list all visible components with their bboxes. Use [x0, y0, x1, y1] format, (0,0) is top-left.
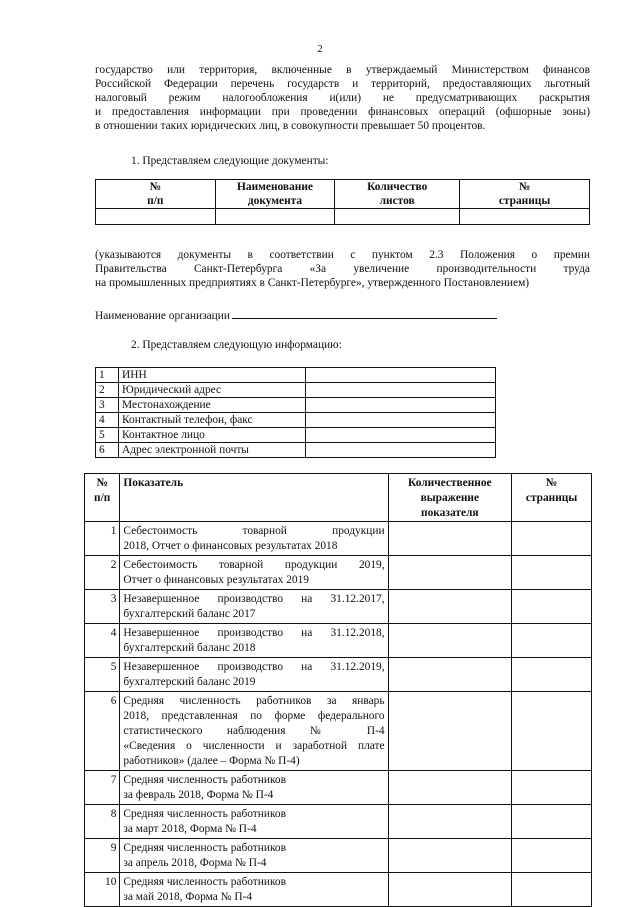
- indicator-quantity[interactable]: [388, 771, 511, 805]
- indicator-quantity[interactable]: [388, 624, 511, 658]
- indicator-page[interactable]: [512, 658, 592, 692]
- indicators-header-indicator: Показатель: [120, 474, 388, 522]
- indicator-page[interactable]: [512, 522, 592, 556]
- indicator-quantity[interactable]: [388, 658, 511, 692]
- indicator-label: Средняя численность работников за март 2018, Форма № П-4: [120, 805, 388, 839]
- info-label: Юридический адрес: [119, 383, 306, 398]
- indicator-page[interactable]: [512, 692, 592, 771]
- indicator-quantity[interactable]: [388, 839, 511, 873]
- note-line: Правительства Санкт-Петербурга «За увеличение производительности труда: [95, 263, 590, 275]
- table-row: [96, 209, 590, 225]
- table-row: [85, 692, 592, 771]
- organization-field: [95, 306, 505, 323]
- indicator-label: Средняя численность работников за январь 2018, представленная по форме федерального статистического наблюдения № П-4 «Сведения о численности и заработной плате работников» (далее – Форма № П-4): [120, 692, 388, 771]
- table-row: [85, 839, 592, 873]
- info-table: [95, 367, 496, 458]
- docs-header-num: № п/п: [96, 180, 216, 209]
- info-label: Контактное лицо: [119, 428, 306, 443]
- table-row: [85, 771, 592, 805]
- info-num: 2: [96, 383, 119, 398]
- table-row: [85, 556, 592, 590]
- table-row: [96, 443, 496, 458]
- docs-cell[interactable]: [96, 209, 216, 225]
- indicator-num: 2: [85, 556, 120, 590]
- table-row: [85, 873, 592, 907]
- indicator-num: 6: [85, 692, 120, 771]
- info-num: 5: [96, 428, 119, 443]
- section2-title: 2. Представляем следующую информацию:: [131, 339, 342, 351]
- indicator-num: 10: [85, 873, 120, 907]
- documents-table: [95, 179, 590, 225]
- indicator-quantity[interactable]: [388, 873, 511, 907]
- docs-cell[interactable]: [215, 209, 335, 225]
- section1-title: 1. Представляем следующие документы:: [131, 155, 329, 167]
- table-row: [96, 398, 496, 413]
- indicator-quantity[interactable]: [388, 692, 511, 771]
- indicator-label: Незавершенное производство на 31.12.2017, бухгалтерский баланс 2017: [120, 590, 388, 624]
- indicator-page[interactable]: [512, 873, 592, 907]
- indicator-num: 3: [85, 590, 120, 624]
- indicator-num: 5: [85, 658, 120, 692]
- intro-line: налоговый режим налогообложения и(или) не предусматривающих раскрытия: [95, 92, 590, 104]
- docs-header-sheets: Количество листов: [335, 180, 460, 209]
- indicator-label: Средняя численность работников за апрель 2018, Форма № П-4: [120, 839, 388, 873]
- info-label: Адрес электронной почты: [119, 443, 306, 458]
- intro-line: и предоставления информации при проведении финансовых операций (офшорные зоны): [95, 106, 590, 118]
- note-line: на промышленных предприятиях в Санкт-Петербурге», утвержденного Постановлением): [95, 277, 530, 289]
- info-value[interactable]: [306, 413, 496, 428]
- table-row: [85, 624, 592, 658]
- indicators-header-quantity: Количественное выражение показателя: [388, 474, 511, 522]
- intro-line: Российской Федерации перечень государств и территорий, предоставляющих льготный: [95, 78, 590, 90]
- indicator-label: Незавершенное производство на 31.12.2018, бухгалтерский баланс 2018: [120, 624, 388, 658]
- info-num: 4: [96, 413, 119, 428]
- indicators-table: [84, 473, 592, 907]
- info-label: Контактный телефон, факс: [119, 413, 306, 428]
- indicator-quantity[interactable]: [388, 590, 511, 624]
- indicator-page[interactable]: [512, 556, 592, 590]
- table-row: [85, 522, 592, 556]
- indicator-quantity[interactable]: [388, 556, 511, 590]
- intro-paragraph: [95, 63, 590, 133]
- docs-cell[interactable]: [460, 209, 590, 225]
- info-value[interactable]: [306, 428, 496, 443]
- indicator-label: Себестоимость товарной продукции 2018, Отчет о финансовых результатах 2018: [120, 522, 388, 556]
- intro-line: в отношении таких юридических лиц, в совокупности превышает 50 процентов.: [95, 120, 486, 132]
- table-row: [96, 428, 496, 443]
- indicator-num: 7: [85, 771, 120, 805]
- info-value[interactable]: [306, 398, 496, 413]
- info-value[interactable]: [306, 443, 496, 458]
- table-row: [85, 805, 592, 839]
- organization-label: Наименование организации: [95, 310, 230, 322]
- table-row: [96, 413, 496, 428]
- info-num: 1: [96, 368, 119, 383]
- docs-cell[interactable]: [335, 209, 460, 225]
- indicator-label: Средняя численность работников за февраль 2018, Форма № П-4: [120, 771, 388, 805]
- page-number: 2: [317, 43, 323, 55]
- table-row: [85, 590, 592, 624]
- info-num: 3: [96, 398, 119, 413]
- info-num: 6: [96, 443, 119, 458]
- indicator-num: 4: [85, 624, 120, 658]
- indicator-page[interactable]: [512, 805, 592, 839]
- docs-header-name: Наименование документа: [215, 180, 335, 209]
- indicator-page[interactable]: [512, 624, 592, 658]
- info-value[interactable]: [306, 368, 496, 383]
- indicator-num: 1: [85, 522, 120, 556]
- table-row: [96, 383, 496, 398]
- info-value[interactable]: [306, 383, 496, 398]
- table-row: [85, 658, 592, 692]
- note-line: (указываются документы в соответствии с пунктом 2.3 Положения о премии: [95, 249, 590, 261]
- indicator-page[interactable]: [512, 590, 592, 624]
- indicator-label: Себестоимость товарной продукции 2019, Отчет о финансовых результатах 2019: [120, 556, 388, 590]
- indicator-page[interactable]: [512, 771, 592, 805]
- indicator-num: 8: [85, 805, 120, 839]
- organization-input-line[interactable]: [232, 306, 497, 319]
- indicators-header-page: № страницы: [512, 474, 592, 522]
- indicator-quantity[interactable]: [388, 522, 511, 556]
- info-label: ИНН: [119, 368, 306, 383]
- info-label: Местонахождение: [119, 398, 306, 413]
- indicator-page[interactable]: [512, 839, 592, 873]
- indicator-quantity[interactable]: [388, 805, 511, 839]
- documents-note: [95, 248, 590, 290]
- indicator-label: Незавершенное производство на 31.12.2019, бухгалтерский баланс 2019: [120, 658, 388, 692]
- table-row: [96, 368, 496, 383]
- intro-line: государство или территория, включенные в утверждаемый Министерством финансов: [95, 64, 590, 76]
- indicators-header-num: № п/п: [85, 474, 120, 522]
- indicator-label: Средняя численность работников за май 2018, Форма № П-4: [120, 873, 388, 907]
- indicator-num: 9: [85, 839, 120, 873]
- docs-header-page: № страницы: [460, 180, 590, 209]
